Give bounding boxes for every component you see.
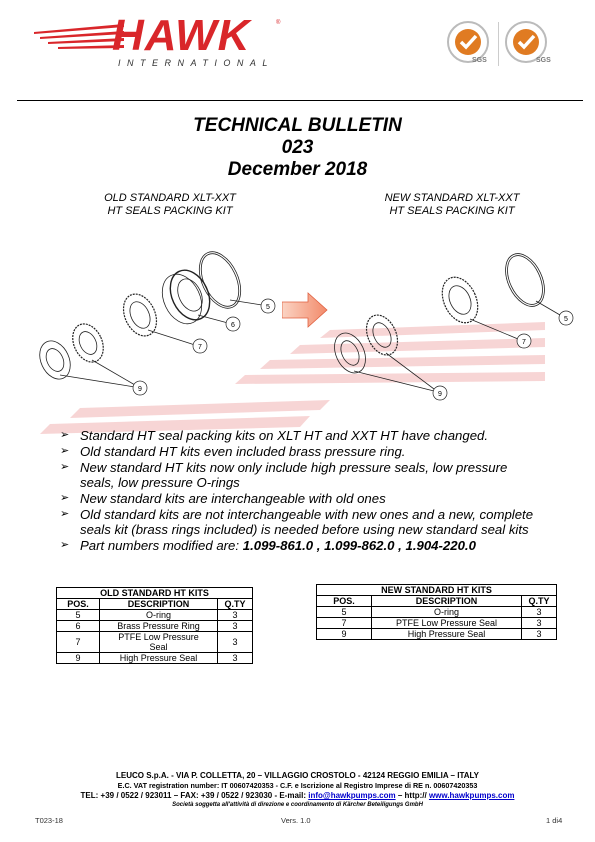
table-cell-qty: 3 xyxy=(522,607,557,618)
old-kit-caption xyxy=(70,192,270,218)
part-numbers-values: 1.099-861.0 , 1.099-862.0 , 1.904-220.0 xyxy=(242,538,476,553)
change-note-text: Old standard kits are not interchangeable with new ones and a new, complete seals kit (brass rings included) is needed before using new standard seal kits xyxy=(80,507,534,537)
new-table-title: NEW STANDARD HT KITS xyxy=(317,585,557,596)
footer-contacts-sep: – http:// xyxy=(395,791,429,800)
table-cell-description: PTFE Low Pressure Seal xyxy=(100,632,218,653)
table-cell-description: High Pressure Seal xyxy=(100,653,218,664)
callout-9-label: 9 xyxy=(438,391,442,398)
document-version: Vers. 1.0 xyxy=(281,816,311,825)
bullet-arrow-icon: ➢ xyxy=(60,508,70,520)
change-note-item xyxy=(60,491,540,506)
website-link[interactable]: www.hawkpumps.com xyxy=(428,791,515,800)
table-row xyxy=(57,632,253,653)
table-cell-pos: 7 xyxy=(57,632,100,653)
new-kit-exploded-drawing xyxy=(320,245,585,405)
old-kit-exploded-drawing xyxy=(30,235,290,405)
bullet-arrow-icon: ➢ xyxy=(60,461,70,473)
table-cell-qty: 3 xyxy=(218,653,253,664)
old-kit-caption-line2: HT SEALS PACKING KIT xyxy=(107,205,233,217)
table-cell-description: PTFE Low Pressure Seal xyxy=(372,618,522,629)
table-cell-pos: 5 xyxy=(57,610,100,621)
bulletin-number: 023 xyxy=(281,137,314,158)
footer-contacts-text: TEL: +39 / 0522 / 923011 – FAX: +39 / 0522 / 923030 - E-mail: xyxy=(80,791,309,800)
sgs-cert-badge-2 xyxy=(504,20,552,68)
new-table-header-qty: Q.TY xyxy=(522,596,557,607)
bullet-arrow-icon: ➢ xyxy=(60,445,70,457)
bullet-arrow-icon: ➢ xyxy=(60,429,70,441)
new-kit-caption-line1: NEW STANDARD XLT-XXT xyxy=(384,192,520,204)
new-kits-table xyxy=(316,584,557,640)
callout-7-label: 7 xyxy=(198,344,202,351)
table-row xyxy=(57,610,253,621)
change-note-text: Old standard HT kits even included brass pressure ring. xyxy=(80,444,406,459)
cert-sgs-label: SGS xyxy=(536,57,551,64)
cert-divider xyxy=(498,22,499,66)
table-row xyxy=(57,621,253,632)
table-cell-description: Brass Pressure Ring xyxy=(100,621,218,632)
sgs-cert-badge-1 xyxy=(446,20,494,68)
callout-6-label: 6 xyxy=(231,322,235,329)
table-row xyxy=(317,629,557,640)
old-table-header-qty: Q.TY xyxy=(218,599,253,610)
table-cell-description: O-ring xyxy=(100,610,218,621)
old-table-header-pos: POS. xyxy=(57,599,100,610)
callout-7-label: 7 xyxy=(522,339,526,346)
header-divider xyxy=(17,100,583,101)
change-note-text: New standard HT kits now only include high pressure seals, low pressure seals, low pressure O-rings xyxy=(80,460,508,490)
email-link[interactable]: info@hawkpumps.com xyxy=(308,791,396,800)
table-cell-qty: 3 xyxy=(218,621,253,632)
change-note-item xyxy=(60,444,540,459)
bulletin-date: December 2018 xyxy=(227,159,368,180)
table-cell-qty: 3 xyxy=(522,618,557,629)
old-kits-table xyxy=(56,587,253,664)
bullet-arrow-icon: ➢ xyxy=(60,539,70,551)
table-row xyxy=(57,653,253,664)
page-number: 1 di4 xyxy=(546,816,563,825)
table-cell-qty: 3 xyxy=(218,632,253,653)
new-table-header-pos: POS. xyxy=(317,596,372,607)
part-numbers-label: Part numbers modified are: xyxy=(80,538,243,553)
part-numbers-item xyxy=(60,538,540,553)
table-row xyxy=(317,618,557,629)
table-cell-description: O-ring xyxy=(372,607,522,618)
bulletin-title: TECHNICAL BULLETIN xyxy=(193,115,402,136)
table-cell-qty: 3 xyxy=(218,610,253,621)
new-kit-caption-line2: HT SEALS PACKING KIT xyxy=(389,205,515,217)
old-table-title: OLD STANDARD HT KITS xyxy=(57,588,253,599)
table-cell-pos: 5 xyxy=(317,607,372,618)
table-cell-qty: 3 xyxy=(522,629,557,640)
change-note-item xyxy=(60,507,540,537)
document-code: T023-18 xyxy=(35,816,63,825)
footer-company-address: LEUCO S.p.A. - VIA P. COLLETTA, 20 – VILLAGGIO CROSTOLO - 42124 REGGIO EMILIA – ITALY xyxy=(115,771,480,780)
bullet-arrow-icon: ➢ xyxy=(60,492,70,504)
table-cell-pos: 7 xyxy=(317,618,372,629)
old-table-header-description: DESCRIPTION xyxy=(100,599,218,610)
callout-9-label: 9 xyxy=(138,386,142,393)
change-note-item xyxy=(60,460,540,490)
callout-5-label: 5 xyxy=(564,316,568,323)
logo-wordmark: HAWK xyxy=(112,11,251,60)
logo-speed-lines xyxy=(34,22,124,52)
change-note-item xyxy=(60,428,540,443)
logo-subtitle: INTERNATIONAL xyxy=(118,58,274,68)
cert-sgs-label: SGS xyxy=(472,57,487,64)
table-cell-pos: 9 xyxy=(317,629,372,640)
footer-contacts xyxy=(0,791,595,801)
table-cell-pos: 9 xyxy=(57,653,100,664)
old-kit-caption-line1: OLD STANDARD XLT-XXT xyxy=(104,192,236,204)
table-cell-pos: 6 xyxy=(57,621,100,632)
change-notes-list xyxy=(60,428,540,554)
change-note-text: New standard kits are interchangeable with old ones xyxy=(80,491,386,506)
logo-registered-mark: ® xyxy=(276,20,281,26)
new-table-header-description: DESCRIPTION xyxy=(372,596,522,607)
callout-5-label: 5 xyxy=(266,304,270,311)
table-row xyxy=(317,607,557,618)
change-note-text: Standard HT seal packing kits on XLT HT and XXT HT have changed. xyxy=(80,428,489,443)
new-kit-caption xyxy=(352,192,552,218)
table-cell-description: High Pressure Seal xyxy=(372,629,522,640)
footer-group-note: Società soggetta all'attività di direzione e coordinamento di Kärcher Beteiligungs GmbH xyxy=(172,802,423,808)
footer-vat-info: E.C. VAT registration number: IT 00607420353 - C.F. e Iscrizione al Registro Imprese di RE n. 00607420353 xyxy=(117,781,478,790)
